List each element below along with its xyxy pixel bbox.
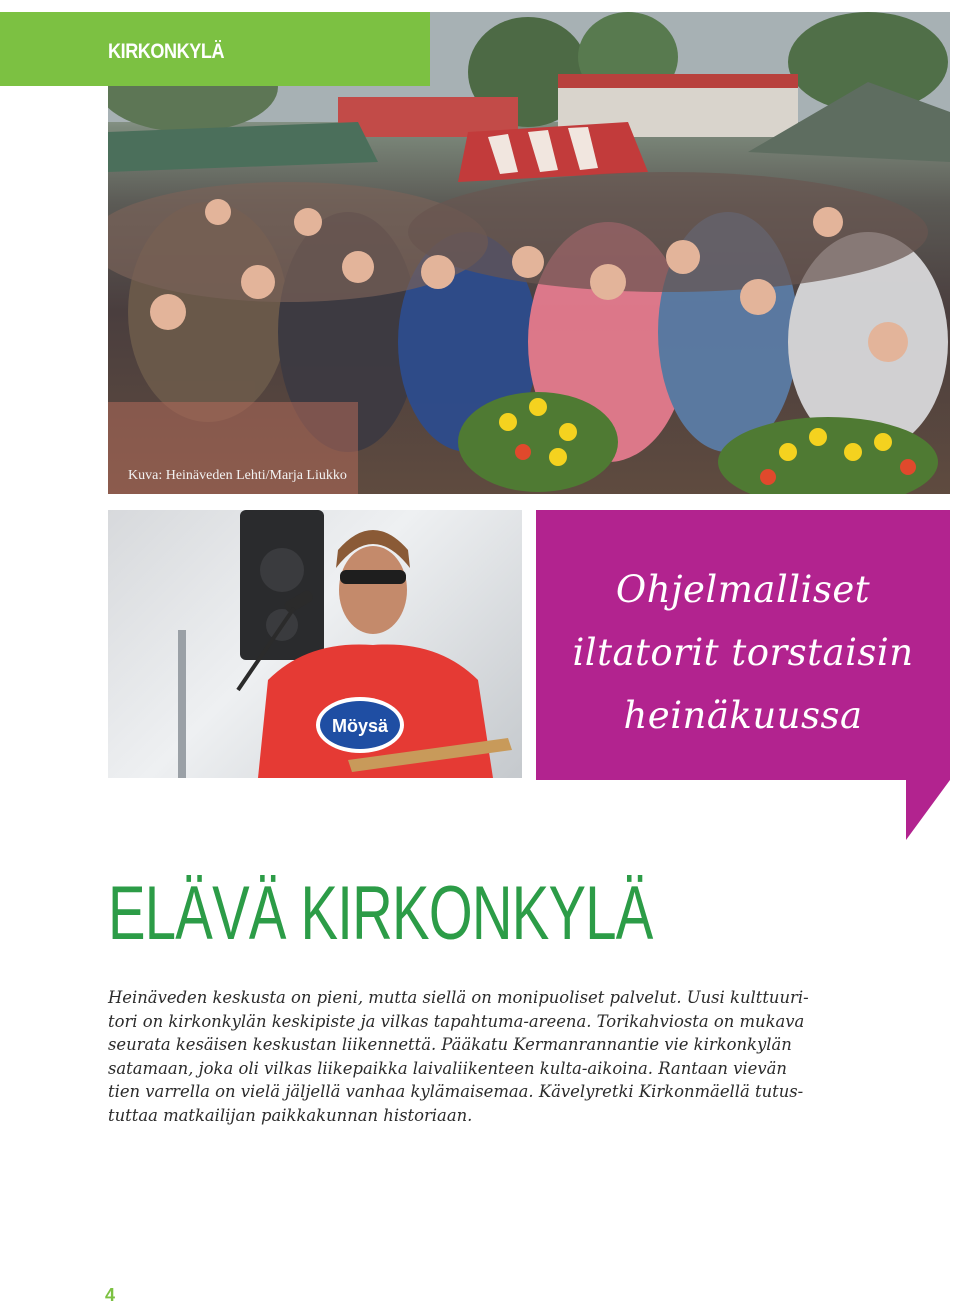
page-number: 4 <box>105 1285 116 1305</box>
headline-text <box>536 558 950 747</box>
shirt-logo-text: Möysä <box>331 716 389 736</box>
section-tag <box>0 12 430 86</box>
body-line: seurata kesäisen keskustan liikennettä. Pääkatu Kermanrannantie vie kirkonkylän <box>108 1035 792 1055</box>
body-line: Heinäveden keskusta on pieni, mutta siellä on monipuoliset palvelut. Uusi kulttuuri- <box>108 988 809 1007</box>
body-line: tien varrella on vielä jäljellä vanhaa kylämaisemaa. Kävelyretki Kirkonmäellä tutus- <box>108 1082 804 1102</box>
musician-photo <box>108 510 522 778</box>
body-line: satamaan, joka oli vilkas liikepaikka laivaliikenteen kulta-aikoina. Rantaan vievän <box>108 1058 787 1078</box>
body-line: tori on kirkonkylän keskipiste ja vilkas tapahtuma-areena. Torikahviosta on mukava <box>108 1011 805 1031</box>
section-label: KIRKONKYLÄ <box>108 40 225 63</box>
article-title: ELÄVÄ KIRKONKYLÄ <box>108 871 653 956</box>
photo-credit: Kuva: Heinäveden Lehti/Marja Liukko <box>128 468 347 483</box>
headline-line-3: heinäkuussa <box>623 694 863 737</box>
headline-panel <box>536 510 950 780</box>
headline-line-1: Ohjelmalliset <box>615 568 871 611</box>
musician-illustration <box>108 510 522 778</box>
body-line: tuttaa matkailijan paikkakunnan historiaan. <box>108 1105 473 1125</box>
article-body <box>108 986 938 1128</box>
panel-corner-fold <box>906 780 950 840</box>
headline-line-2: iltatorit torstaisin <box>572 631 914 674</box>
